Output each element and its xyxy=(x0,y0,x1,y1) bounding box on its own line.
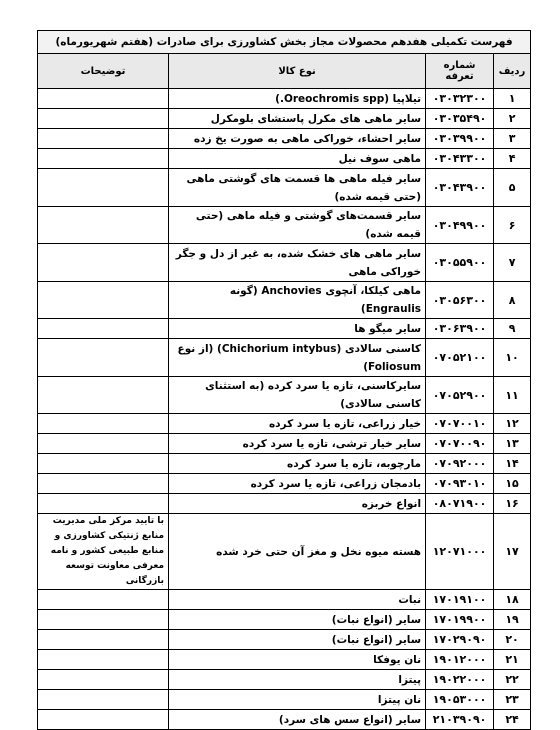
row-index: ۳ xyxy=(494,129,531,149)
row-index: ۸ xyxy=(494,282,531,319)
row-product-name: سایر (انواع نبات) xyxy=(169,610,426,630)
table-row xyxy=(38,129,531,149)
row-index: ۴ xyxy=(494,149,531,169)
row-index: ۵ xyxy=(494,169,531,207)
row-index: ۱۳ xyxy=(494,434,531,454)
row-notes xyxy=(38,630,169,650)
row-notes xyxy=(38,434,169,454)
row-product-name: نان یوفکا xyxy=(169,650,426,670)
table-row xyxy=(38,514,531,590)
table-row xyxy=(38,89,531,109)
row-tariff-code: ۱۷۰۱۹۱۰۰ xyxy=(426,590,494,610)
row-tariff-code: ۱۹۰۲۲۰۰۰ xyxy=(426,670,494,690)
row-index: ۱۶ xyxy=(494,494,531,514)
row-product-name: ماهی سوف نیل xyxy=(169,149,426,169)
table-row xyxy=(38,244,531,282)
row-notes xyxy=(38,207,169,244)
row-product-name: بادمجان زراعی، تازه یا سرد کرده xyxy=(169,474,426,494)
row-product-name: سایر ماهی های خشک شده، به غیر از دل و جگر خوراکی ماهی xyxy=(169,244,426,282)
row-product-name: پیتزا xyxy=(169,670,426,690)
table-row xyxy=(38,414,531,434)
row-notes xyxy=(38,169,169,207)
table-row xyxy=(38,454,531,474)
row-index: ۱۵ xyxy=(494,474,531,494)
row-tariff-code: ۰۳۰۴۳۹۰۰ xyxy=(426,169,494,207)
row-notes xyxy=(38,339,169,377)
row-index: ۱۷ xyxy=(494,514,531,590)
row-notes xyxy=(38,129,169,149)
row-tariff-code: ۰۷۰۹۳۰۱۰ xyxy=(426,474,494,494)
table-row xyxy=(38,282,531,319)
table-row xyxy=(38,319,531,339)
row-product-name: نان پیتزا xyxy=(169,690,426,710)
row-notes xyxy=(38,149,169,169)
row-product-name: سایر فیله ماهی ها قسمت های گوشتی ماهی (حتی قیمه شده) xyxy=(169,169,426,207)
row-product-name: سایر ماهی های مکرل پاستشای بلومکرل xyxy=(169,109,426,129)
row-tariff-code: ۱۷۰۱۹۹۰۰ xyxy=(426,610,494,630)
row-tariff-code: ۰۳۰۵۶۳۰۰ xyxy=(426,282,494,319)
column-header-product: نوع کالا xyxy=(169,54,426,89)
row-tariff-code: ۰۸۰۷۱۹۰۰ xyxy=(426,494,494,514)
row-index: ۱۹ xyxy=(494,610,531,630)
row-tariff-code: ۰۳۰۴۹۹۰۰ xyxy=(426,207,494,244)
table-row xyxy=(38,207,531,244)
table-row xyxy=(38,690,531,710)
row-product-name: ماهی کیلکا، آنچوی Anchovies (گونه Engraulis) xyxy=(169,282,426,319)
row-product-name: کاسنی سالادی (Chichorium intybus) (از نوع Foliosum) xyxy=(169,339,426,377)
row-index: ۲۴ xyxy=(494,710,531,730)
row-notes xyxy=(38,282,169,319)
row-index: ۲۲ xyxy=(494,670,531,690)
table-row xyxy=(38,377,531,414)
row-product-name: سایر احشاء، خوراکی ماهی به صورت یخ زده xyxy=(169,129,426,149)
table-row xyxy=(38,434,531,454)
row-product-name: مارچوبه، تازه یا سرد کرده xyxy=(169,454,426,474)
row-tariff-code: ۰۷۰۹۲۰۰۰ xyxy=(426,454,494,474)
table-title: فهرست تکمیلی هفدهم محصولات مجاز بخش کشاورزی برای صادرات (هفتم شهریورماه) xyxy=(38,31,531,54)
row-product-name: نبات xyxy=(169,590,426,610)
row-product-name: خیار زراعی، تازه یا سرد کرده xyxy=(169,414,426,434)
row-product-name: تیلاپیا (Oreochromis spp.) xyxy=(169,89,426,109)
row-tariff-code: ۲۱۰۳۹۰۹۰ xyxy=(426,710,494,730)
row-notes: با تایید مرکز ملی مدیریت منابع ژنتیکی کشاورزی و منابع طبیعی کشور و نامه معرفی معاونت توسعه بازرگانی xyxy=(38,514,169,590)
row-tariff-code: ۱۹۰۱۲۰۰۰ xyxy=(426,650,494,670)
table-row xyxy=(38,670,531,690)
row-tariff-code: ۱۹۰۵۳۰۰۰ xyxy=(426,690,494,710)
row-tariff-code: ۱۲۰۷۱۰۰۰ xyxy=(426,514,494,590)
row-notes xyxy=(38,109,169,129)
row-index: ۲۰ xyxy=(494,630,531,650)
row-notes xyxy=(38,89,169,109)
row-index: ۲ xyxy=(494,109,531,129)
table-row xyxy=(38,339,531,377)
row-tariff-code: ۰۳۰۳۵۴۹۰ xyxy=(426,109,494,129)
row-notes xyxy=(38,474,169,494)
table-row xyxy=(38,494,531,514)
row-tariff-code: ۰۳۰۵۵۹۰۰ xyxy=(426,244,494,282)
row-index: ۱۲ xyxy=(494,414,531,434)
row-notes xyxy=(38,650,169,670)
row-product-name: سایر میگو ها xyxy=(169,319,426,339)
row-tariff-code: ۰۷۰۷۰۰۹۰ xyxy=(426,434,494,454)
export-products-table xyxy=(37,30,531,730)
table-header-row xyxy=(38,54,531,89)
row-product-name: سایر خیار ترشی، تازه یا سرد کرده xyxy=(169,434,426,454)
row-index: ۲۳ xyxy=(494,690,531,710)
row-product-name: سایر (انواع نبات) xyxy=(169,630,426,650)
row-index: ۱۸ xyxy=(494,590,531,610)
table-row xyxy=(38,630,531,650)
row-index: ۲۱ xyxy=(494,650,531,670)
table-row xyxy=(38,650,531,670)
table-row xyxy=(38,109,531,129)
row-tariff-code: ۰۷۰۵۲۱۰۰ xyxy=(426,339,494,377)
table-row xyxy=(38,610,531,630)
row-tariff-code: ۰۷۰۵۲۹۰۰ xyxy=(426,377,494,414)
row-notes xyxy=(38,590,169,610)
row-product-name: سایر قسمت‌های گوشتی و فیله ماهی (حتی قیمه شده) xyxy=(169,207,426,244)
row-tariff-code: ۱۷۰۲۹۰۹۰ xyxy=(426,630,494,650)
row-index: ۱۴ xyxy=(494,454,531,474)
row-tariff-code: ۰۳۰۳۲۳۰۰ xyxy=(426,89,494,109)
row-index: ۶ xyxy=(494,207,531,244)
row-index: ۱۱ xyxy=(494,377,531,414)
row-notes xyxy=(38,670,169,690)
table-row xyxy=(38,590,531,610)
row-index: ۱۰ xyxy=(494,339,531,377)
column-header-index: ردیف xyxy=(494,54,531,89)
row-product-name: انواع خربزه xyxy=(169,494,426,514)
row-notes xyxy=(38,377,169,414)
column-header-tariff: شماره تعرفه xyxy=(426,54,494,89)
row-index: ۷ xyxy=(494,244,531,282)
row-notes xyxy=(38,610,169,630)
row-notes xyxy=(38,454,169,474)
column-header-notes: توضیحات xyxy=(38,54,169,89)
row-notes xyxy=(38,244,169,282)
row-tariff-code: ۰۳۰۳۹۹۰۰ xyxy=(426,129,494,149)
row-tariff-code: ۰۳۰۶۳۹۰۰ xyxy=(426,319,494,339)
row-product-name: هسته میوه نخل و مغز آن حتی خرد شده xyxy=(169,514,426,590)
row-notes xyxy=(38,319,169,339)
row-notes xyxy=(38,494,169,514)
row-product-name: سایرکاسنی، تازه یا سرد کرده (به استثنای کاسنی سالادی) xyxy=(169,377,426,414)
row-product-name: سایر (انواع سس های سرد) xyxy=(169,710,426,730)
row-tariff-code: ۰۷۰۷۰۰۱۰ xyxy=(426,414,494,434)
row-index: ۱ xyxy=(494,89,531,109)
row-notes xyxy=(38,690,169,710)
row-notes xyxy=(38,414,169,434)
table-row xyxy=(38,149,531,169)
row-index: ۹ xyxy=(494,319,531,339)
row-tariff-code: ۰۳۰۴۳۳۰۰ xyxy=(426,149,494,169)
table-row xyxy=(38,474,531,494)
table-title-row xyxy=(38,31,531,54)
table-row xyxy=(38,169,531,207)
